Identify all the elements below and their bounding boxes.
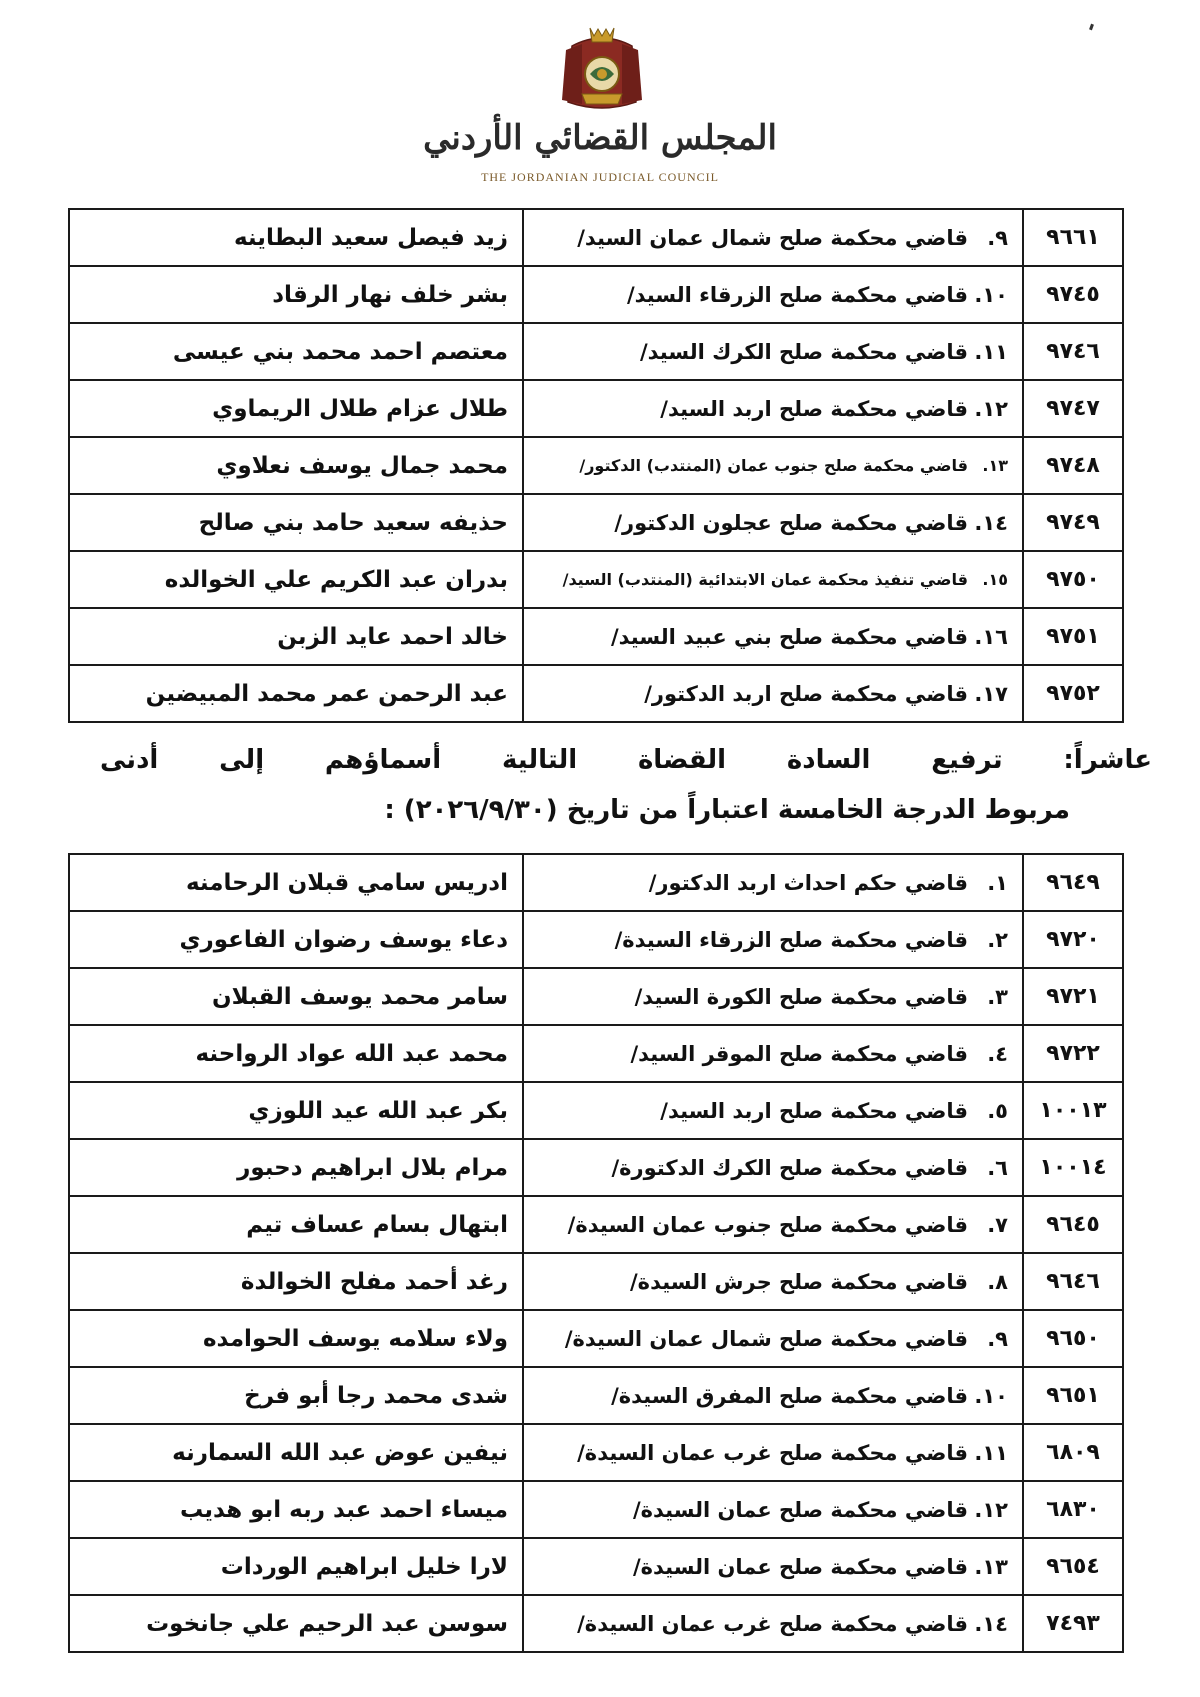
table-row (69, 1253, 1123, 1310)
judge-number-cell: ٩٧٢٠ (1023, 911, 1123, 968)
judge-name-cell: بكر عبد الله عيد اللوزي (69, 1082, 523, 1139)
judge-number-cell: ٩٦٥٠ (1023, 1310, 1123, 1367)
judge-number-cell: ٩٧٤٨ (1023, 437, 1123, 494)
table-row (69, 1310, 1123, 1367)
judge-name-cell: محمد عبد الله عواد الرواحنه (69, 1025, 523, 1082)
judge-name-cell: بشر خلف نهار الرقاد (69, 266, 523, 323)
row-index: ٥. (987, 1098, 1008, 1123)
row-index: ١٢. (974, 396, 1008, 421)
table-row (69, 968, 1123, 1025)
judge-name-cell: بدران عبد الكريم علي الخوالده (69, 551, 523, 608)
position-cell (523, 968, 1023, 1025)
judges-table-promotions (68, 208, 1124, 723)
table-row (69, 1367, 1123, 1424)
position-cell (523, 911, 1023, 968)
scan-mark (1089, 24, 1094, 31)
judge-name-cell: رغد أحمد مفلح الخوالدة (69, 1253, 523, 1310)
judge-number-cell: ٩٧٢٢ (1023, 1025, 1123, 1082)
row-index: ١٥. (982, 570, 1008, 589)
judges-table-grade-five (68, 853, 1124, 1653)
judge-name-cell: ميساء احمد عبد ربه ابو هديب (69, 1481, 523, 1538)
judge-name-cell: شدى محمد رجا أبو فرخ (69, 1367, 523, 1424)
position-cell (523, 1310, 1023, 1367)
row-index: ٣. (987, 984, 1008, 1009)
judge-name-cell: ابتهال بسام عساف تيم (69, 1196, 523, 1253)
table-row (69, 1538, 1123, 1595)
row-index: ٢. (987, 927, 1008, 952)
judge-number-cell: ٩٧٥١ (1023, 608, 1123, 665)
section-heading-line-1: عاشراً: ترفيع السادة القضاة التالية أسماؤهم إلى أدنى (100, 745, 1152, 775)
council-name-english: THE JORDANIAN JUDICIAL COUNCIL (481, 170, 719, 184)
judge-name-cell: مرام بلال ابراهيم دحبور (69, 1139, 523, 1196)
position-cell (523, 1253, 1023, 1310)
position-title: قاضي محكمة صلح عمان السيدة/ (632, 1554, 968, 1579)
row-index: ١٤. (974, 1611, 1008, 1636)
table-row (69, 1139, 1123, 1196)
row-index: ١٧. (974, 681, 1008, 706)
judge-name-cell: سامر محمد يوسف القبلان (69, 968, 523, 1025)
row-index: ١٠. (974, 282, 1008, 307)
judge-name-cell: حذيفه سعيد حامد بني صالح (69, 494, 523, 551)
judge-number-cell: ٩٧٢١ (1023, 968, 1123, 1025)
royal-crest-icon (552, 24, 652, 116)
row-index: ١٢. (974, 1497, 1008, 1522)
position-title: قاضي محكمة صلح اربد الدكتور/ (644, 681, 968, 706)
table-row (69, 608, 1123, 665)
judge-name-cell: ولاء سلامه يوسف الحوامده (69, 1310, 523, 1367)
judge-name-cell: لارا خليل ابراهيم الوردات (69, 1538, 523, 1595)
section-heading-line-2: مربوط الدرجة الخامسة اعتباراً من تاريخ (٢٠٢٦/٩/٣٠) : (384, 795, 1070, 825)
position-title: قاضي محكمة صلح جرش السيدة/ (630, 1269, 968, 1294)
table-row (69, 665, 1123, 722)
position-title: قاضي محكمة صلح اربد السيد/ (660, 1098, 968, 1123)
position-title: قاضي محكمة صلح عمان السيدة/ (632, 1497, 968, 1522)
position-title: قاضي محكمة صلح الزرقاء السيد/ (626, 282, 968, 307)
judge-number-cell: ٩٦٤٥ (1023, 1196, 1123, 1253)
row-index: ٩. (987, 225, 1008, 250)
table-row (69, 911, 1123, 968)
position-cell (523, 1424, 1023, 1481)
position-title: قاضي محكمة صلح غرب عمان السيدة/ (577, 1440, 968, 1465)
position-title: قاضي محكمة صلح الزرقاء السيدة/ (614, 927, 968, 952)
position-title: قاضي محكمة صلح الكورة السيد/ (634, 984, 968, 1009)
row-index: ١٣. (982, 456, 1008, 475)
judge-number-cell: ١٠٠١٤ (1023, 1139, 1123, 1196)
position-title: قاضي محكمة صلح المفرق السيدة/ (611, 1383, 968, 1408)
position-title: قاضي محكمة صلح بني عبيد السيد/ (610, 624, 968, 649)
judge-number-cell: ٩٦٥٤ (1023, 1538, 1123, 1595)
table-row (69, 1481, 1123, 1538)
table-row (69, 323, 1123, 380)
table-row (69, 551, 1123, 608)
judge-name-cell: ادريس سامي قبلان الرحامنه (69, 854, 523, 911)
position-title: قاضي محكمة صلح الكرك الدكتورة/ (611, 1155, 968, 1180)
judge-number-cell: ٧٤٩٣ (1023, 1595, 1123, 1652)
position-cell (523, 665, 1023, 722)
row-index: ١. (987, 870, 1008, 895)
position-cell (523, 266, 1023, 323)
row-index: ٨. (987, 1269, 1008, 1294)
row-index: ٤. (987, 1041, 1008, 1066)
position-cell (523, 323, 1023, 380)
position-title: قاضي محكمة صلح شمال عمان السيد/ (577, 225, 968, 250)
position-cell (523, 1538, 1023, 1595)
position-title: قاضي محكمة صلح غرب عمان السيدة/ (577, 1611, 968, 1636)
table-row (69, 266, 1123, 323)
council-name-arabic: المجلس القضائي الأردني (423, 118, 777, 158)
position-title: قاضي محكمة صلح الموقر السيد/ (630, 1041, 968, 1066)
position-title: قاضي حكم احداث اربد الدكتور/ (648, 870, 968, 895)
table-row (69, 1025, 1123, 1082)
judge-name-cell: طلال عزام طلال الريماوي (69, 380, 523, 437)
table-row (69, 1196, 1123, 1253)
position-cell (523, 1025, 1023, 1082)
judge-name-cell: عبد الرحمن عمر محمد المبيضين (69, 665, 523, 722)
judge-number-cell: ٩٦٦١ (1023, 209, 1123, 266)
judge-name-cell: زيد فيصل سعيد البطاينه (69, 209, 523, 266)
position-title: قاضي محكمة صلح جنوب عمان (المنتدب) الدكتور/ (579, 456, 968, 475)
judge-name-cell: سوسن عبد الرحيم علي جانخوت (69, 1595, 523, 1652)
position-cell (523, 1367, 1023, 1424)
position-cell (523, 1595, 1023, 1652)
row-index: ١١. (974, 339, 1008, 364)
row-index: ١٠. (974, 1383, 1008, 1408)
position-title: قاضي تنفيذ محكمة عمان الابتدائية (المنتدب) السيد/ (562, 570, 968, 589)
row-index: ٦. (987, 1155, 1008, 1180)
row-index: ١٣. (974, 1554, 1008, 1579)
judge-number-cell: ٩٧٥٠ (1023, 551, 1123, 608)
position-cell (523, 1196, 1023, 1253)
position-cell (523, 551, 1023, 608)
table-row (69, 854, 1123, 911)
judge-name-cell: نيفين عوض عبد الله السمارنه (69, 1424, 523, 1481)
position-cell (523, 380, 1023, 437)
position-title: قاضي محكمة صلح اربد السيد/ (660, 396, 968, 421)
position-cell (523, 494, 1023, 551)
judge-number-cell: ٦٨٠٩ (1023, 1424, 1123, 1481)
judge-number-cell: ٩٦٥١ (1023, 1367, 1123, 1424)
row-index: ٩. (987, 1326, 1008, 1351)
position-cell (523, 1139, 1023, 1196)
judge-number-cell: ٩٧٤٩ (1023, 494, 1123, 551)
judge-number-cell: ٩٧٤٧ (1023, 380, 1123, 437)
row-index: ٧. (987, 1212, 1008, 1237)
table-row (69, 1424, 1123, 1481)
judge-number-cell: ٩٧٤٥ (1023, 266, 1123, 323)
position-cell (523, 854, 1023, 911)
judge-number-cell: ١٠٠١٣ (1023, 1082, 1123, 1139)
table-row (69, 1082, 1123, 1139)
table-row (69, 494, 1123, 551)
row-index: ١١. (974, 1440, 1008, 1465)
position-cell (523, 1481, 1023, 1538)
table-row (69, 1595, 1123, 1652)
position-cell (523, 1082, 1023, 1139)
table-row (69, 437, 1123, 494)
judge-number-cell: ٩٦٤٦ (1023, 1253, 1123, 1310)
table-row (69, 209, 1123, 266)
judge-name-cell: محمد جمال يوسف نعلاوي (69, 437, 523, 494)
judge-number-cell: ٩٧٥٢ (1023, 665, 1123, 722)
judge-number-cell: ٦٨٣٠ (1023, 1481, 1123, 1538)
position-cell (523, 437, 1023, 494)
table-row (69, 380, 1123, 437)
judge-name-cell: معتصم احمد محمد بني عيسى (69, 323, 523, 380)
judge-name-cell: خالد احمد عايد الزبن (69, 608, 523, 665)
position-cell (523, 608, 1023, 665)
row-index: ١٤. (974, 510, 1008, 535)
position-cell (523, 209, 1023, 266)
judge-name-cell: دعاء يوسف رضوان الفاعوري (69, 911, 523, 968)
position-title: قاضي محكمة صلح جنوب عمان السيدة/ (567, 1212, 968, 1237)
row-index: ١٦. (974, 624, 1008, 649)
judge-number-cell: ٩٧٤٦ (1023, 323, 1123, 380)
position-title: قاضي محكمة صلح الكرك السيد/ (639, 339, 968, 364)
position-title: قاضي محكمة صلح عجلون الدكتور/ (614, 510, 968, 535)
judge-number-cell: ٩٦٤٩ (1023, 854, 1123, 911)
position-title: قاضي محكمة صلح شمال عمان السيدة/ (564, 1326, 968, 1351)
